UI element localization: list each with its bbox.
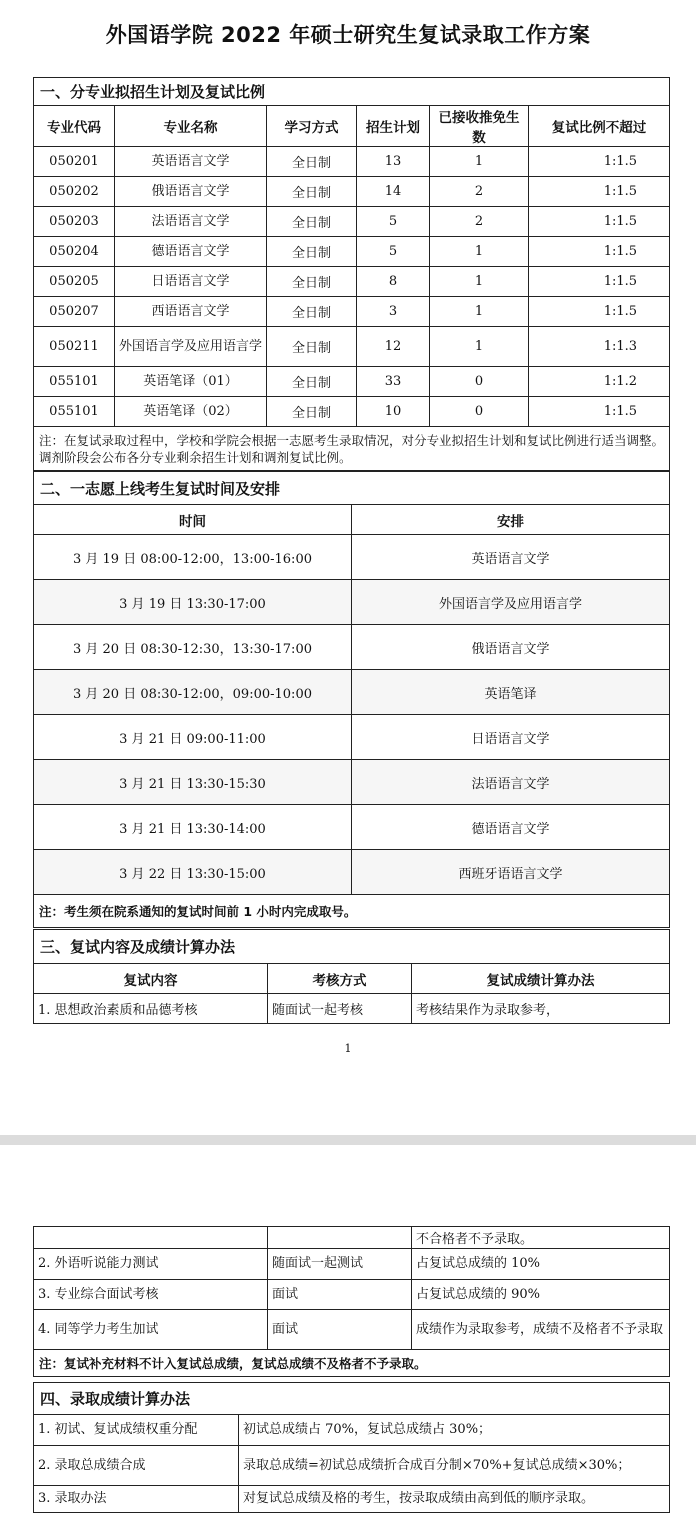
content-cell: 成绩作为录取参考，成绩不及格者不予录取 bbox=[412, 1310, 670, 1350]
plan-cell: 050211 bbox=[34, 327, 115, 367]
score-item: 2. 录取总成绩合成 bbox=[34, 1446, 239, 1486]
score-rule: 录取总成绩=初试总成绩折合成百分制×70%+复试总成绩×30%； bbox=[239, 1446, 670, 1486]
plan-cell: 全日制 bbox=[267, 207, 357, 237]
content-cell: 随面试一起测试 bbox=[268, 1249, 412, 1280]
section-3-note: 注：复试补充材料不计入复试总成绩，复试总成绩不及格者不予录取。 bbox=[34, 1350, 670, 1377]
table-row bbox=[34, 1446, 670, 1486]
table-row bbox=[34, 267, 670, 297]
table-row bbox=[34, 805, 670, 850]
content-header-calculation: 复试成绩计算办法 bbox=[412, 964, 670, 994]
schedule-arrangement: 英语笔译 bbox=[352, 670, 670, 715]
plan-cell: 050205 bbox=[34, 267, 115, 297]
table-row bbox=[34, 177, 670, 207]
plan-cell: 英语语言文学 bbox=[115, 147, 267, 177]
table-row bbox=[34, 207, 670, 237]
page-number: 1 bbox=[344, 1042, 352, 1055]
plan-cell: 050202 bbox=[34, 177, 115, 207]
plan-cell: 14 bbox=[357, 177, 430, 207]
score-item: 1. 初试、复试成绩权重分配 bbox=[34, 1415, 239, 1446]
section-1-note: 注：在复试录取过程中，学校和学院会根据一志愿考生录取情况，对分专业拟招生计划和复试比例进行适当调整。调剂阶段会公布各分专业剩余招生计划和调剂复试比例。 bbox=[34, 427, 670, 471]
schedule-arrangement: 西班牙语语言文学 bbox=[352, 850, 670, 895]
interview-content-table-continued bbox=[33, 1226, 670, 1377]
content-cell: 占复试总成绩的 90% bbox=[412, 1280, 670, 1310]
table-row bbox=[34, 535, 670, 580]
content-calc-1: 考核结果作为录取参考， bbox=[412, 994, 670, 1024]
plan-cell: 1 bbox=[430, 267, 529, 297]
document-title: 外国语学院 2022 年硕士研究生复试录取工作方案 bbox=[105, 23, 591, 47]
plan-cell: 1:1.5 bbox=[529, 177, 670, 207]
plan-cell: 050203 bbox=[34, 207, 115, 237]
plan-cell: 0 bbox=[430, 367, 529, 397]
table-row bbox=[34, 327, 670, 367]
content-cell: 3. 专业综合面试考核 bbox=[34, 1280, 268, 1310]
content-header-item: 复试内容 bbox=[34, 964, 268, 994]
admission-score-table bbox=[33, 1382, 670, 1513]
plan-cell: 1:1.5 bbox=[529, 267, 670, 297]
table-row bbox=[34, 580, 670, 625]
interview-content-table bbox=[33, 929, 670, 1024]
schedule-time: 3 月 21 日 09:00-11:00 bbox=[34, 715, 352, 760]
content-cell: 占复试总成绩的 10% bbox=[412, 1249, 670, 1280]
content-method-1-cont bbox=[268, 1227, 412, 1249]
schedule-time: 3 月 20 日 08:30-12:00，09:00-10:00 bbox=[34, 670, 352, 715]
plan-cell: 全日制 bbox=[267, 147, 357, 177]
plan-cell: 全日制 bbox=[267, 177, 357, 207]
table-row bbox=[34, 1310, 670, 1350]
plan-cell: 12 bbox=[357, 327, 430, 367]
score-rule: 对复试总成绩及格的考生，按录取成绩由高到低的顺序录取。 bbox=[239, 1486, 670, 1513]
plan-cell: 全日制 bbox=[267, 237, 357, 267]
plan-header-2: 学习方式 bbox=[267, 106, 357, 147]
plan-cell: 1:1.5 bbox=[529, 147, 670, 177]
content-cell: 4. 同等学力考生加试 bbox=[34, 1310, 268, 1350]
schedule-time: 3 月 21 日 13:30-15:30 bbox=[34, 760, 352, 805]
section-2-note: 注：考生须在院系通知的复试时间前 1 小时内完成取号。 bbox=[34, 895, 670, 928]
table-row bbox=[34, 367, 670, 397]
plan-cell: 2 bbox=[430, 207, 529, 237]
schedule-time: 3 月 19 日 08:00-12:00，13:00-16:00 bbox=[34, 535, 352, 580]
table-row bbox=[34, 625, 670, 670]
plan-cell: 1:1.2 bbox=[529, 367, 670, 397]
section-4-heading: 四、录取成绩计算办法 bbox=[34, 1383, 670, 1415]
plan-cell: 13 bbox=[357, 147, 430, 177]
plan-cell: 1:1.5 bbox=[529, 207, 670, 237]
plan-cell: 1:1.5 bbox=[529, 397, 670, 427]
section-3-heading: 三、复试内容及成绩计算办法 bbox=[34, 930, 670, 964]
content-item-1-cont bbox=[34, 1227, 268, 1249]
plan-header-1: 专业名称 bbox=[115, 106, 267, 147]
plan-cell: 33 bbox=[357, 367, 430, 397]
schedule-time: 3 月 20 日 08:30-12:30，13:30-17:00 bbox=[34, 625, 352, 670]
plan-cell: 050201 bbox=[34, 147, 115, 177]
table-row bbox=[34, 670, 670, 715]
content-cell: 面试 bbox=[268, 1310, 412, 1350]
table-row bbox=[34, 1486, 670, 1513]
schedule-arrangement: 外国语言学及应用语言学 bbox=[352, 580, 670, 625]
table-row bbox=[34, 397, 670, 427]
content-method-1: 随面试一起考核 bbox=[268, 994, 412, 1024]
plan-cell: 2 bbox=[430, 177, 529, 207]
plan-cell: 3 bbox=[357, 297, 430, 327]
schedule-time: 3 月 22 日 13:30-15:00 bbox=[34, 850, 352, 895]
plan-cell: 1 bbox=[430, 237, 529, 267]
plan-header-4: 已接收推免生数 bbox=[430, 106, 529, 147]
content-calc-1-cont: 不合格者不予录取。 bbox=[412, 1227, 670, 1249]
table-row bbox=[34, 760, 670, 805]
plan-cell: 10 bbox=[357, 397, 430, 427]
schedule-header-time: 时间 bbox=[34, 505, 352, 535]
plan-cell: 1:1.5 bbox=[529, 297, 670, 327]
plan-cell: 全日制 bbox=[267, 367, 357, 397]
plan-cell: 1 bbox=[430, 297, 529, 327]
table-row bbox=[34, 715, 670, 760]
plan-cell: 西语语言文学 bbox=[115, 297, 267, 327]
plan-cell: 055101 bbox=[34, 397, 115, 427]
plan-cell: 1:1.3 bbox=[529, 327, 670, 367]
table-row bbox=[34, 850, 670, 895]
table-row bbox=[34, 1249, 670, 1280]
plan-cell: 050207 bbox=[34, 297, 115, 327]
schedule-arrangement: 英语语言文学 bbox=[352, 535, 670, 580]
plan-header-0: 专业代码 bbox=[34, 106, 115, 147]
score-rule: 初试总成绩占 70%，复试总成绩占 30%； bbox=[239, 1415, 670, 1446]
plan-cell: 日语语言文学 bbox=[115, 267, 267, 297]
table-row bbox=[34, 237, 670, 267]
plan-cell: 8 bbox=[357, 267, 430, 297]
content-header-method: 考核方式 bbox=[268, 964, 412, 994]
section-2-heading: 二、一志愿上线考生复试时间及安排 bbox=[34, 472, 670, 505]
content-cell: 2. 外语听说能力测试 bbox=[34, 1249, 268, 1280]
plan-cell: 055101 bbox=[34, 367, 115, 397]
schedule-arrangement: 日语语言文学 bbox=[352, 715, 670, 760]
plan-cell: 5 bbox=[357, 207, 430, 237]
table-row bbox=[34, 297, 670, 327]
content-item-1: 1. 思想政治素质和品德考核 bbox=[34, 994, 268, 1024]
plan-cell: 全日制 bbox=[267, 267, 357, 297]
schedule-arrangement: 法语语言文学 bbox=[352, 760, 670, 805]
enrollment-plan-table bbox=[33, 77, 670, 471]
plan-cell: 全日制 bbox=[267, 397, 357, 427]
table-row bbox=[34, 1280, 670, 1310]
section-1-heading: 一、分专业拟招生计划及复试比例 bbox=[34, 78, 670, 106]
plan-header-5: 复试比例不超过 bbox=[529, 106, 670, 147]
schedule-table bbox=[33, 471, 670, 928]
plan-header-3: 招生计划 bbox=[357, 106, 430, 147]
page-2 bbox=[0, 1145, 696, 1529]
plan-cell: 德语语言文学 bbox=[115, 237, 267, 267]
plan-cell: 全日制 bbox=[267, 297, 357, 327]
schedule-arrangement: 德语语言文学 bbox=[352, 805, 670, 850]
plan-cell: 外国语言学及应用语言学 bbox=[115, 327, 267, 367]
plan-cell: 英语笔译（01） bbox=[115, 367, 267, 397]
schedule-arrangement: 俄语语言文学 bbox=[352, 625, 670, 670]
plan-cell: 0 bbox=[430, 397, 529, 427]
score-item: 3. 录取办法 bbox=[34, 1486, 239, 1513]
plan-cell: 1 bbox=[430, 147, 529, 177]
schedule-time: 3 月 21 日 13:30-14:00 bbox=[34, 805, 352, 850]
page-separator bbox=[0, 1135, 696, 1145]
schedule-time: 3 月 19 日 13:30-17:00 bbox=[34, 580, 352, 625]
content-cell: 面试 bbox=[268, 1280, 412, 1310]
plan-cell: 050204 bbox=[34, 237, 115, 267]
table-row bbox=[34, 1415, 670, 1446]
schedule-header-arrangement: 安排 bbox=[352, 505, 670, 535]
plan-cell: 1:1.5 bbox=[529, 237, 670, 267]
plan-cell: 英语笔译（02） bbox=[115, 397, 267, 427]
plan-cell: 法语语言文学 bbox=[115, 207, 267, 237]
table-row bbox=[34, 147, 670, 177]
plan-cell: 1 bbox=[430, 327, 529, 367]
plan-cell: 5 bbox=[357, 237, 430, 267]
plan-cell: 俄语语言文学 bbox=[115, 177, 267, 207]
plan-cell: 全日制 bbox=[267, 327, 357, 367]
